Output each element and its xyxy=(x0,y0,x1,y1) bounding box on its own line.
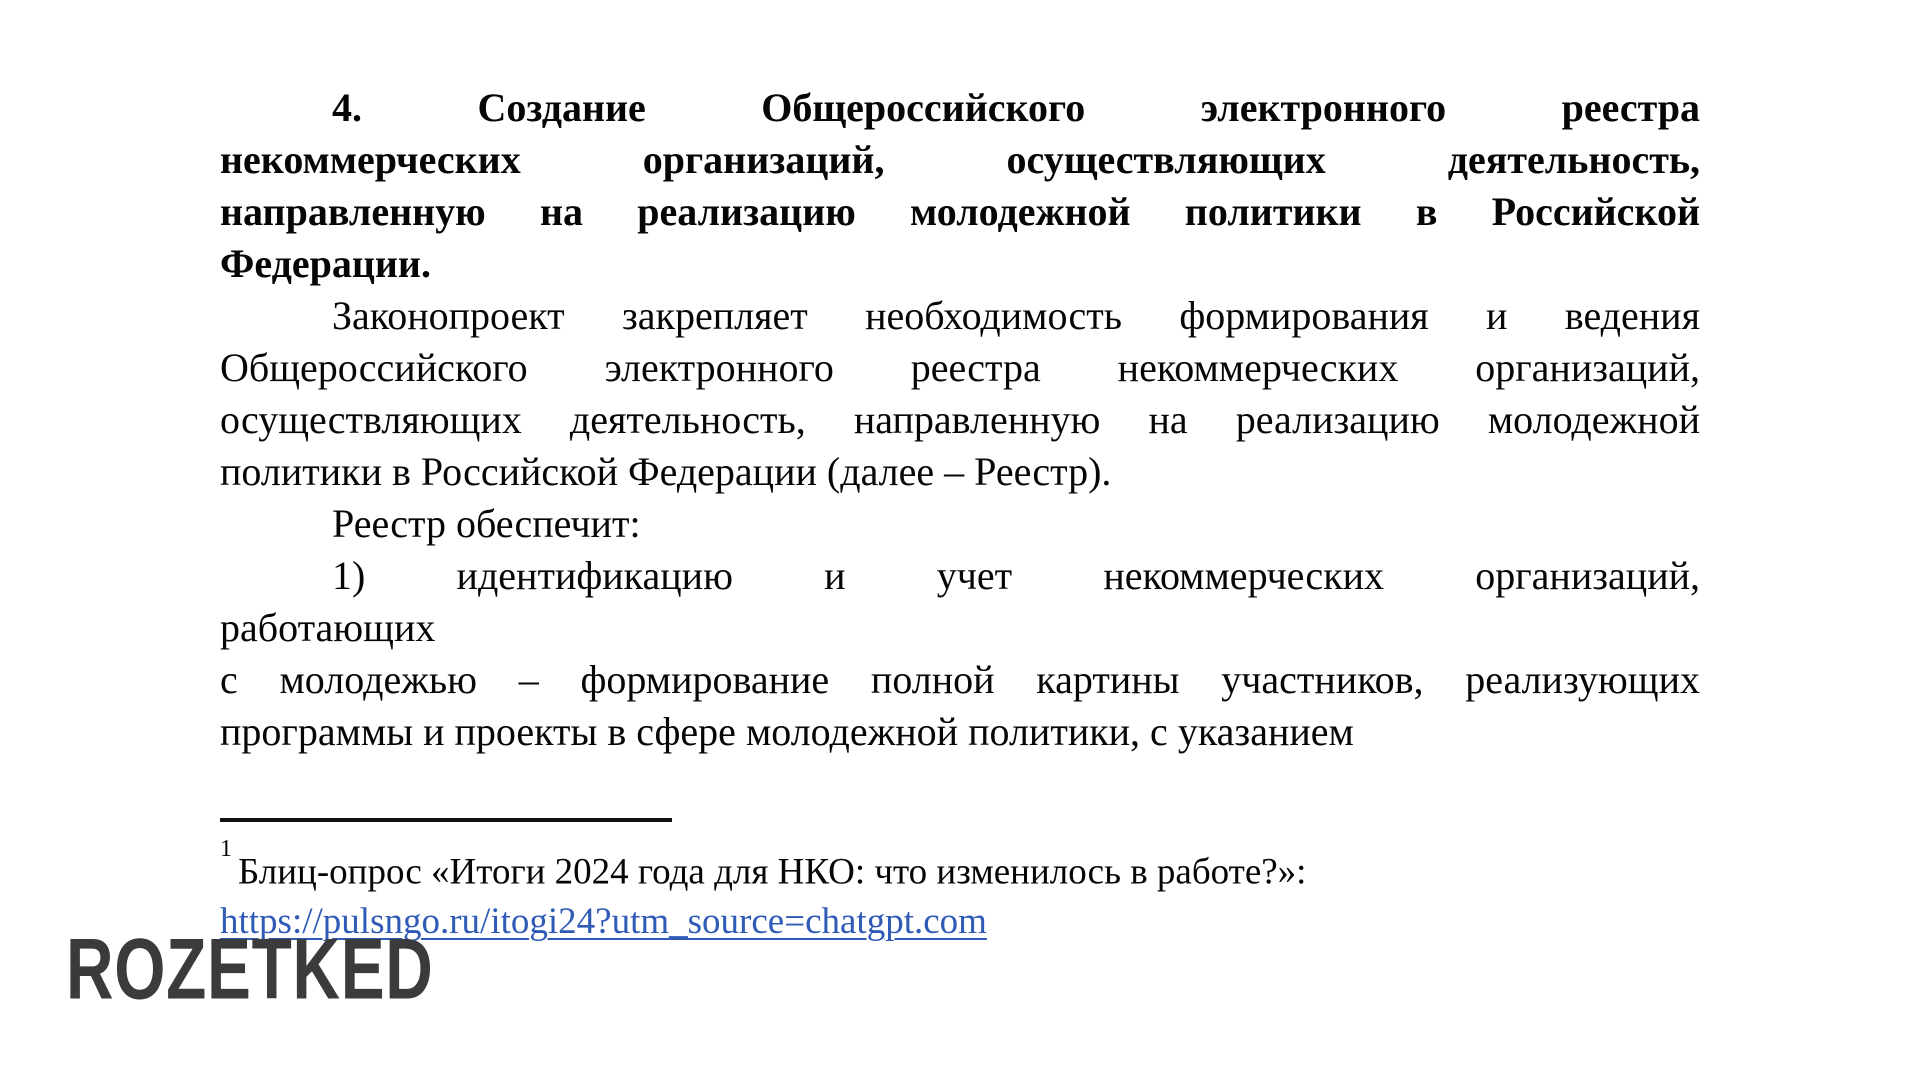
footnote-marker: 1 xyxy=(220,836,232,862)
heading-line: Федерации. xyxy=(220,241,431,286)
heading-line: 4. Создание Общероссийского электронного реестра xyxy=(332,85,1700,130)
footnote-link[interactable]: https://pulsngo.ru/itogi24?utm_source=chatgpt.com xyxy=(220,901,987,943)
body-line: политики в Российской Федерации (далее – Реестр). xyxy=(220,449,1112,494)
footnote-area xyxy=(220,818,1700,947)
list-item-line: с молодежью – формирование полной картины участников, реализующих xyxy=(220,657,1700,702)
body-line: Общероссийского электронного реестра некоммерческих организаций, xyxy=(220,345,1700,390)
rozetked-logo: ROZETKED xyxy=(66,920,434,1018)
list-item-line: программы и проекты в сфере молодежной политики, с указанием xyxy=(220,709,1354,754)
footnote-separator xyxy=(220,818,672,822)
body-line: осуществляющих деятельность, направленную на реализацию молодежной xyxy=(220,397,1700,442)
body-line: Законопроект закрепляет необходимость формирования и ведения xyxy=(332,293,1700,338)
list-item-line: 1) идентификацию и учет некоммерческих организаций, xyxy=(332,553,1700,598)
list-item-line: работающих xyxy=(220,605,436,650)
document-body xyxy=(220,82,1700,758)
list-intro-line: Реестр обеспечит: xyxy=(332,501,641,546)
footnote-text: Блиц-опрос «Итоги 2024 года для НКО: что изменилось в работе?»: xyxy=(238,851,1307,893)
heading-line: некоммерческих организаций, осуществляющих деятельность, xyxy=(220,137,1700,182)
footnote-text-line xyxy=(220,838,1700,897)
heading-line: направленную на реализацию молодежной политики в Российской xyxy=(220,189,1700,234)
